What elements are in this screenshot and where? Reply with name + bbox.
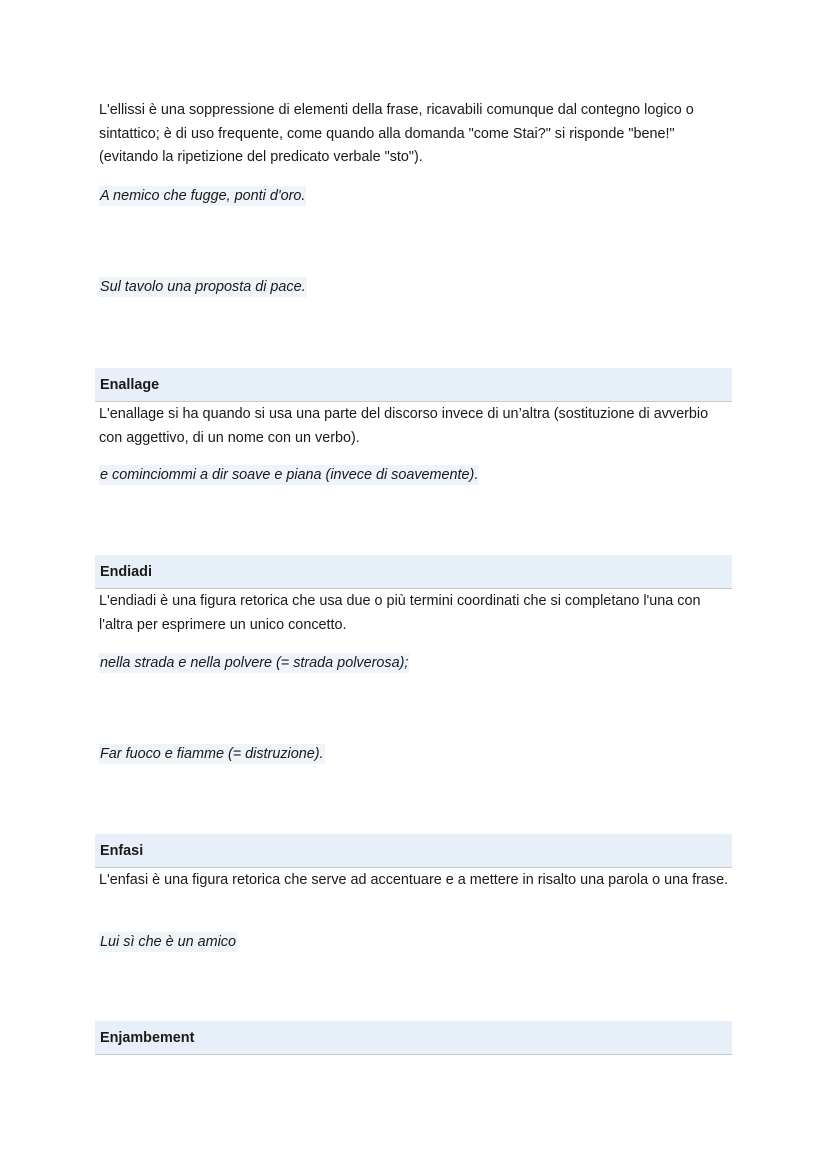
ellissi-example-2: Sul tavolo una proposta di pace. — [100, 279, 306, 295]
enfasi-heading — [95, 834, 732, 868]
endiadi-title: Endiadi — [100, 564, 152, 580]
endiadi-example-2: Far fuoco e fiamme (= distruzione). — [100, 746, 324, 762]
enfasi-definition: L'enfasi è una figura retorica che serve ad accentuare e a mettere in risalto una parola o una frase. — [99, 872, 729, 888]
enallage-heading — [95, 368, 732, 402]
endiadi-definition: L'endiadi è una figura retorica che usa due o più termini coordinati che si completano l'una con l'altra per esprimere un unico concetto. — [99, 593, 701, 633]
enallage-definition: L'enallage si ha quando si usa una parte del discorso invece di un’altra (sostituzione di avverbio con aggettivo, di un nome con un verbo). — [99, 406, 709, 446]
ellissi-example-1: A nemico che fugge, ponti d'oro. — [100, 188, 306, 204]
ellissi-definition: L'ellissi è una soppressione di elementi della frase, ricavabili comunque dal contegno logico o sintattico; è di uso frequente, come quando alla domanda "come Stai?" si risponde "bene!" (evitando la ripetizione del predicato verbale "sto"). — [99, 102, 694, 165]
enfasi-title: Enfasi — [100, 843, 144, 859]
enallage-title: Enallage — [100, 377, 160, 393]
enjambement-title: Enjambement — [100, 1030, 195, 1046]
enjambement-heading — [95, 1021, 732, 1055]
endiadi-heading — [95, 555, 732, 589]
enallage-example-1: e cominciommi a dir soave e piana (invece di soavemente). — [100, 467, 479, 483]
enfasi-example-1: Lui sì che è un amico — [100, 934, 236, 950]
endiadi-example-1: nella strada e nella polvere (= strada polverosa); — [100, 655, 409, 671]
